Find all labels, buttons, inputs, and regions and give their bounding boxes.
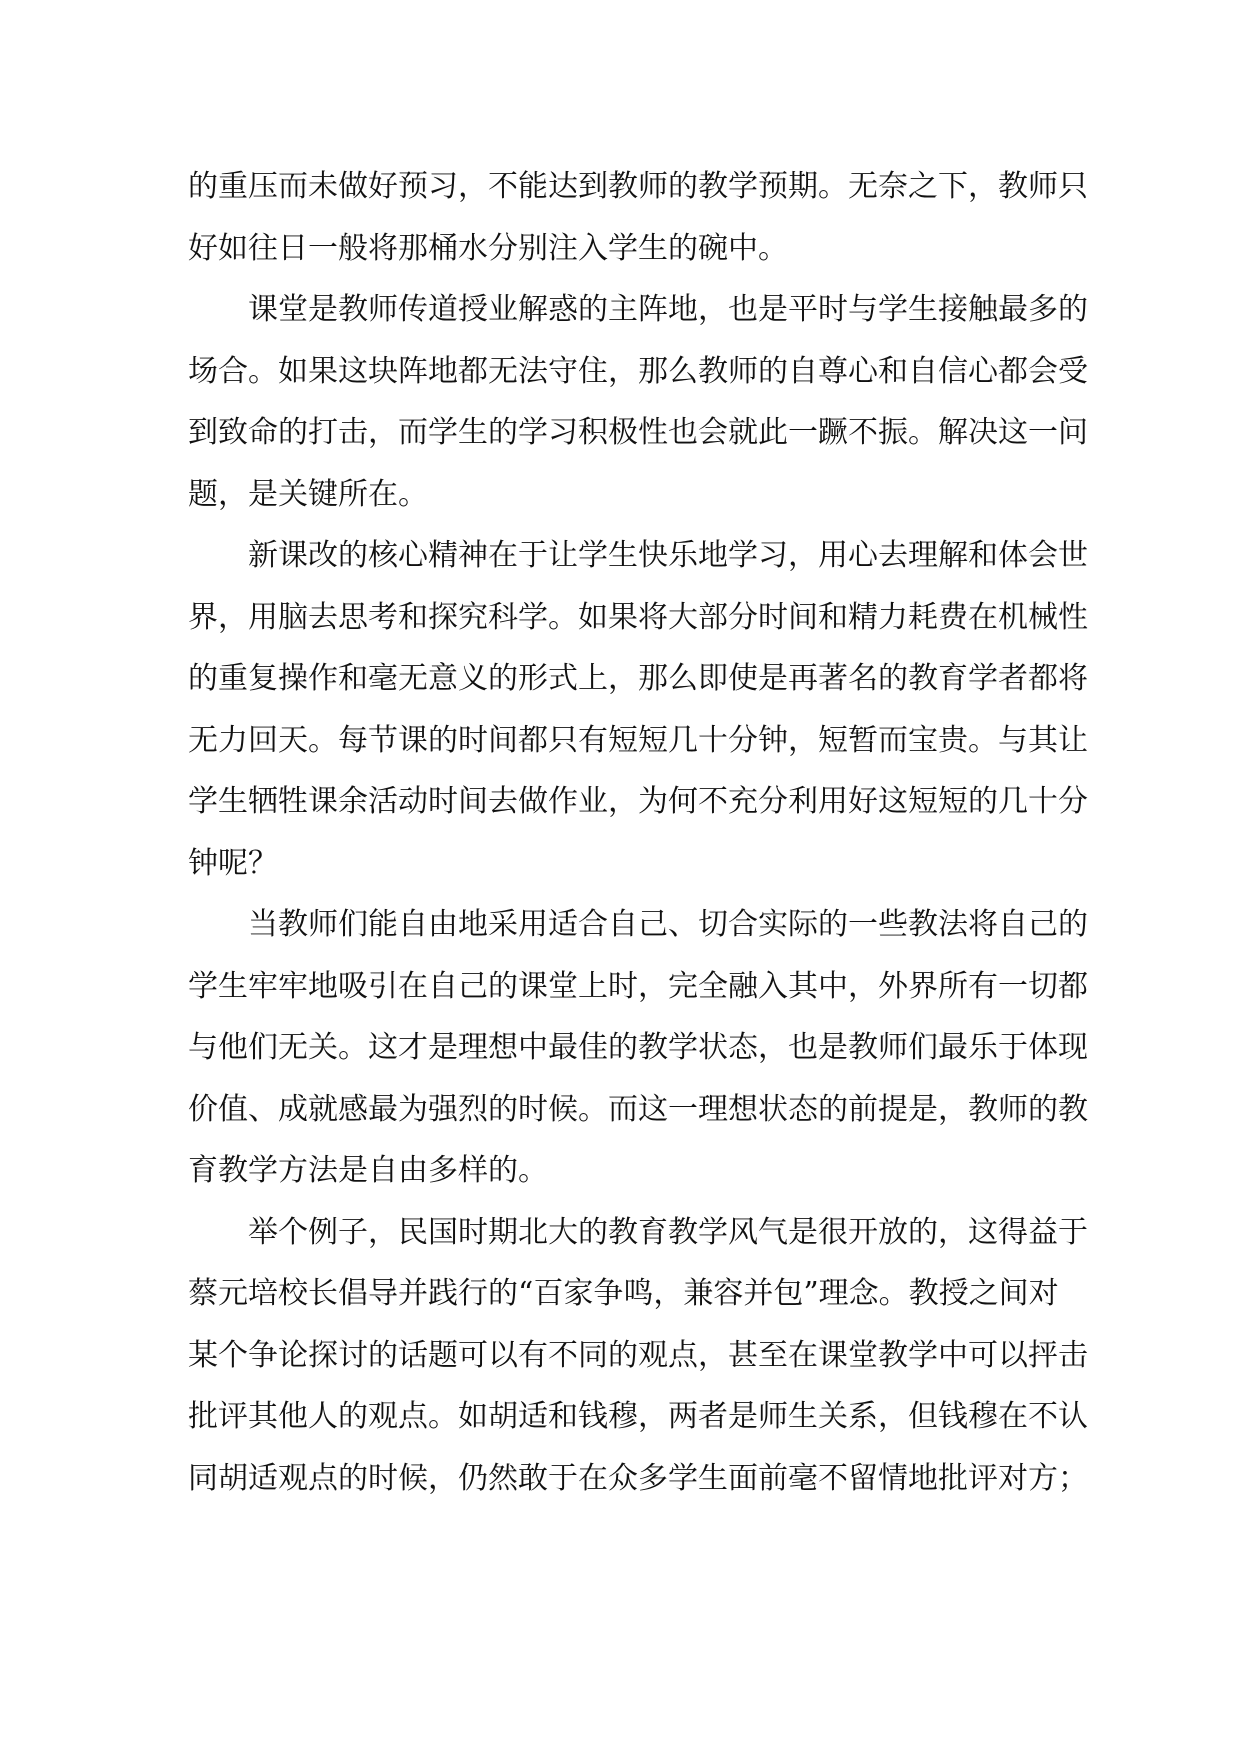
- text-line: 同胡适观点的时候，仍然敢于在众多学生面前毫不留情地批评对方；: [188, 1460, 1088, 1496]
- text-line: 到致命的打击，而学生的学习积极性也会就此一蹶不振。解决这一问: [188, 415, 1088, 450]
- text-line: 的重压而未做好预习，不能达到教师的教学预期。无奈之下，教师只: [188, 169, 1088, 204]
- text-line: 学生牢牢地吸引在自己的课堂上时，完全融入其中，外界所有一切都: [188, 968, 1088, 1004]
- text-line: 价值、成就感最为强烈的时候。而这一理想状态的前提是，教师的教: [188, 1091, 1088, 1127]
- body-text: [188, 156, 1088, 1509]
- text-line: 学生牺牲课余活动时间去做作业，为何不充分利用好这短短的几十分: [188, 784, 1088, 819]
- text-line: 的重复操作和毫无意义的形式上，那么即使是再著名的教育学者都将: [188, 661, 1088, 696]
- text-line: 新课改的核心精神在于让学生快乐地学习，用心去理解和体会世: [188, 538, 1088, 573]
- text-line: 场合。如果这块阵地都无法守住，那么教师的自尊心和自信心都会受: [188, 353, 1088, 389]
- text-line: 某个争论探讨的话题可以有不同的观点，甚至在课堂教学中可以抨击: [188, 1337, 1088, 1373]
- text-line: 举个例子，民国时期北大的教育教学风气是很开放的，这得益于: [188, 1214, 1088, 1250]
- text-line: 育教学方法是自由多样的。: [188, 1153, 548, 1188]
- text-line: 蔡元培校长倡导并践行的“百家争鸣，兼容并包”理念。教授之间对: [188, 1276, 1059, 1311]
- text-line: 批评其他人的观点。如胡适和钱穆，两者是师生关系，但钱穆在不认: [188, 1399, 1088, 1434]
- text-line: 题，是关键所在。: [188, 476, 428, 512]
- text-line: 与他们无关。这才是理想中最佳的教学状态，也是教师们最乐于体现: [188, 1030, 1088, 1065]
- text-line: 好如往日一般将那桶水分别注入学生的碗中。: [188, 230, 788, 266]
- text-line: 当教师们能自由地采用适合自己、切合实际的一些教法将自己的: [188, 907, 1088, 942]
- text-line: 界，用脑去思考和探究科学。如果将大部分时间和精力耗费在机械性: [188, 599, 1088, 635]
- text-line: 钟呢？: [188, 845, 278, 881]
- text-line: 无力回天。每节课的时间都只有短短几十分钟，短暂而宝贵。与其让: [188, 722, 1088, 758]
- text-line: 课堂是教师传道授业解惑的主阵地，也是平时与学生接触最多的: [188, 292, 1088, 327]
